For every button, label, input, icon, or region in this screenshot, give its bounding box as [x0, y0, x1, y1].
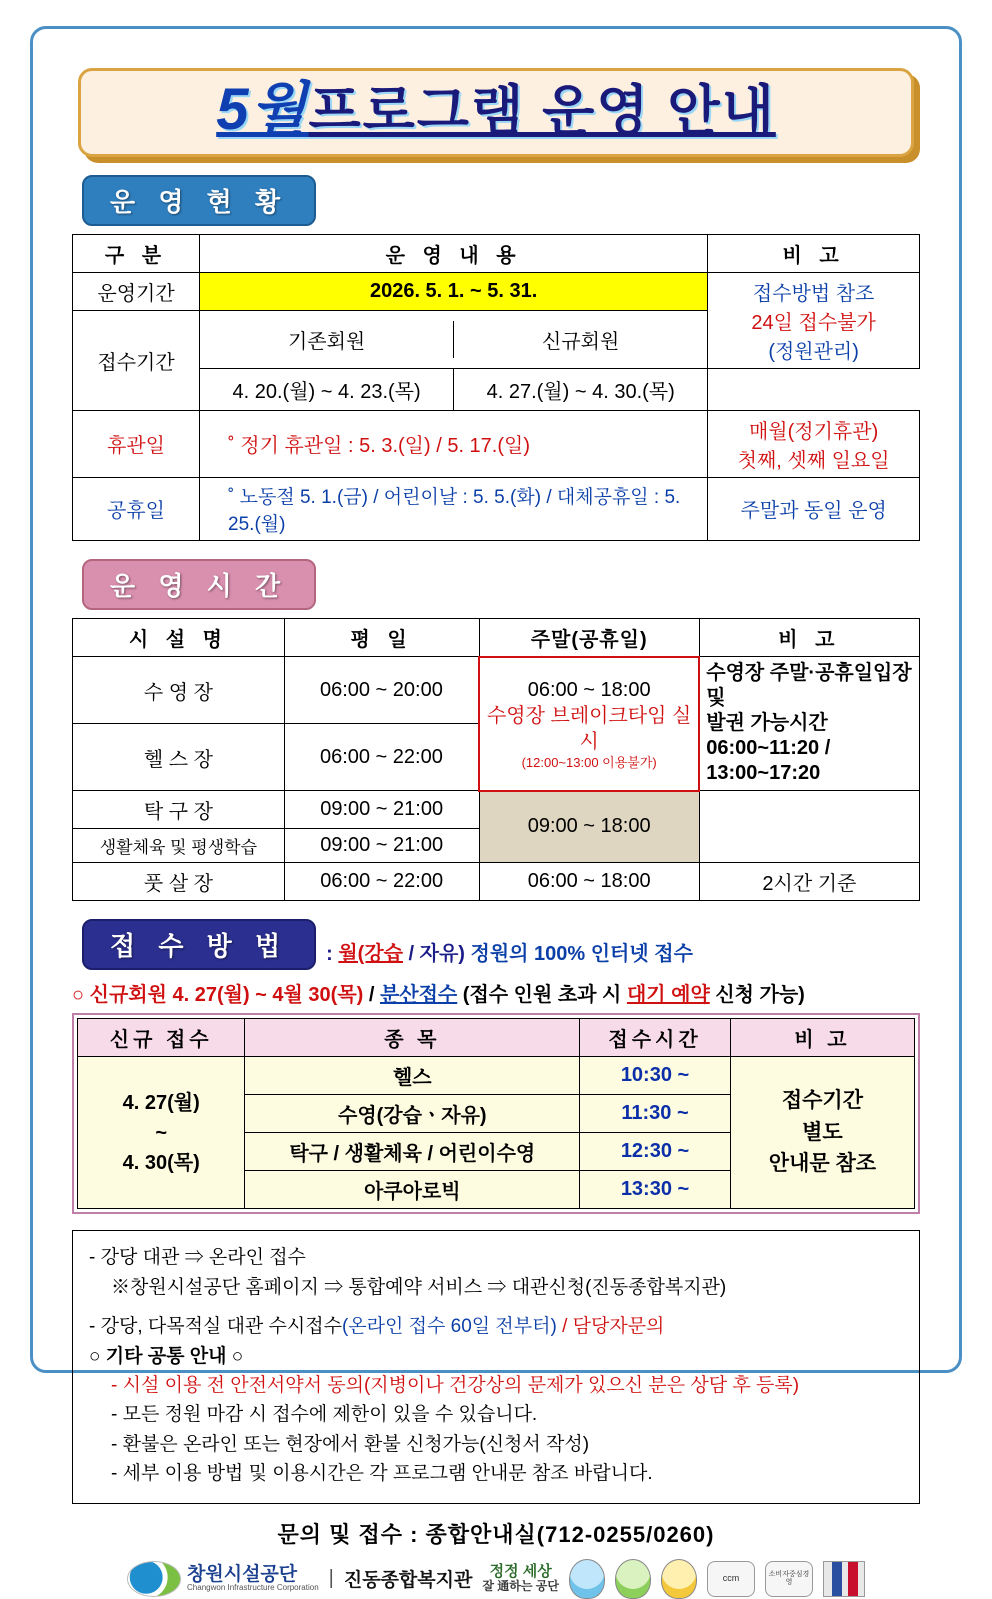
slogan-block — [482, 1564, 559, 1594]
row-value-period: 2026. 5. 1. ~ 5. 31. — [200, 272, 708, 310]
slogan-line2: 잘 通하는 공단 — [482, 1579, 559, 1594]
apply-remarks-line2: 별도 — [802, 1120, 843, 1144]
section-row-apply — [64, 901, 928, 978]
table-row-apply-values — [73, 368, 920, 410]
poster-content — [30, 28, 962, 1599]
table-row-pool — [73, 657, 920, 724]
apply-sub-new: 신규회원 — [542, 330, 620, 353]
consumer-badge — [765, 1561, 813, 1597]
facility-lifesports: 생활체육 및 평생학습 — [73, 829, 285, 863]
note-line1: 접수방법 참조 — [752, 282, 875, 305]
ccm-badge — [707, 1561, 755, 1597]
table-row-header — [73, 234, 920, 272]
status-col-remarks: 비 고 — [708, 234, 920, 272]
table-row-header — [73, 618, 920, 657]
notes-box — [72, 1230, 920, 1504]
apply-value-existing: 4. 20.(월) ~ 4. 23.(목) — [200, 369, 454, 410]
note-line-8: - 세부 이용 방법 및 이용시간은 각 프로그램 안내문 참조 바랍니다. — [111, 1463, 653, 1485]
facility-pool: 수 영 장 — [73, 657, 285, 724]
apply-col-time: 접수시간 — [580, 1019, 731, 1057]
apply-item-health: 헬스 — [245, 1057, 580, 1095]
hours-col-remarks: 비 고 — [699, 618, 919, 657]
apply-sep: / — [363, 984, 380, 1007]
note-line-5 — [89, 1371, 903, 1400]
apply-subnote-mid: / 자유) — [402, 943, 471, 966]
note-line-4: ○ 기타 공통 안내 ○ — [89, 1345, 244, 1367]
table-row-futsal — [73, 863, 920, 901]
apply-subheader-cell — [200, 310, 708, 368]
apply-table — [77, 1018, 915, 1209]
status-table — [72, 234, 920, 541]
apply-subnote-prefix: : — [326, 943, 339, 966]
org-name-en: Changwon Infrastructure Corporation — [187, 1583, 319, 1593]
apply-waitlist: 대기 예약 — [626, 984, 710, 1007]
contact-line: 문의 및 접수 : 종합안내실(712-0255/0260) — [277, 1521, 715, 1547]
pool-weekend-line2: 수영장 브레이크타임 실시 — [486, 704, 692, 753]
lifesports-weekday: 09:00 ~ 21:00 — [284, 829, 479, 863]
apply-col-new: 신규 접수 — [78, 1019, 245, 1057]
poster-title-box — [78, 68, 914, 157]
consumer-badge-label: 소비자중심경영 — [768, 1571, 810, 1586]
apply-new-period: 신규회원 4. 27(월) ~ 4월 30(목) — [89, 984, 364, 1007]
table-row-health — [78, 1057, 915, 1095]
apply-date-range — [78, 1057, 245, 1209]
note-3a: - 강당, 다목적실 대관 수시접수 — [89, 1316, 342, 1338]
facility-gym: 헬 스 장 — [73, 724, 285, 791]
slogan-line1: 정정 세상 — [489, 1562, 552, 1580]
gym-weekday: 06:00 ~ 22:00 — [284, 724, 479, 791]
note-line3: (정원관리) — [768, 340, 859, 363]
logo-divider: | — [328, 1567, 334, 1590]
pool-weekday: 06:00 ~ 20:00 — [284, 657, 479, 724]
apply-date-line3: 4. 30(목) — [122, 1151, 200, 1174]
row-label-holiday: 공휴일 — [73, 477, 200, 540]
apply-time-aqua: 13:30 ~ — [580, 1171, 731, 1209]
note-5a: - 시설 이용 전 안전서약서 동의 — [111, 1374, 364, 1396]
futsal-weekday: 06:00 ~ 22:00 — [284, 863, 479, 901]
hours-col-weekend: 주말(공휴일) — [479, 618, 699, 657]
pool-remark-line3: 06:00~11:20 / 13:00~17:20 — [706, 737, 831, 785]
apply-col-item: 종 목 — [245, 1019, 580, 1057]
note-3b: (온라인 접수 60일 전부터) — [341, 1316, 557, 1338]
table-row-closed — [73, 410, 920, 477]
note-line2: 24일 접수불가 — [751, 311, 876, 334]
tabletennis-weekday: 09:00 ~ 21:00 — [284, 791, 479, 829]
table-row-period — [73, 272, 920, 310]
section-header-apply: 접 수 방 법 — [82, 919, 316, 970]
footer-logos — [64, 1559, 928, 1599]
flag-icon — [823, 1561, 865, 1597]
note-line-6: - 모든 정원 마감 시 접수에 제한이 있을 수 있습니다. — [111, 1404, 538, 1426]
apply-values-cell — [200, 368, 708, 410]
facility-futsal: 풋 살 장 — [73, 863, 285, 901]
table-row-header — [78, 1019, 915, 1057]
apply-subnote-blue: 정원의 100% 인터넷 접수 — [470, 943, 693, 966]
apply-item-aqua: 아쿠아로빅 — [245, 1171, 580, 1209]
note-3c: / — [556, 1316, 573, 1338]
apply-table-wrapper — [72, 1013, 920, 1214]
row-note-holiday: 주말과 동일 운영 — [708, 477, 920, 540]
apply-circle: ○ — [72, 984, 85, 1007]
pool-remark-line2: 발권 가능시간 — [706, 712, 828, 735]
note-spacer — [89, 1302, 903, 1312]
note-line-2: ※창원시설공단 홈페이지 ⇒ 통합예약 서비스 ⇒ 대관신청(진동종합복지관) — [111, 1276, 727, 1298]
row-value-holiday: ˚ 노동절 5. 1.(금) / 어린이날 : 5. 5.(화) / 대체공휴일 : 5. 25.(월) — [200, 477, 708, 540]
note-line-1: - 강당 대관 ⇒ 온라인 접수 — [89, 1247, 306, 1269]
apply-sub-existing: 기존회원 — [200, 321, 454, 358]
apply-remarks — [730, 1057, 914, 1209]
row-label-closed: 휴관일 — [73, 410, 200, 477]
closed-note-line2: 첫째, 셋째 일요일 — [737, 449, 890, 472]
pool-remarks — [699, 657, 919, 791]
row-note-closed — [708, 410, 920, 477]
note-3d: 담당자문의 — [572, 1316, 665, 1338]
closed-note-line1: 매월(정기휴관) — [748, 420, 879, 443]
status-col-content: 운 영 내 용 — [200, 234, 708, 272]
note-line-7: - 환불은 온라인 또는 현장에서 환불 신청가능(신청서 작성) — [111, 1433, 590, 1455]
ccm-badge-label: ccm — [722, 1572, 740, 1583]
pool-remark-line1: 수영장 주말·공휴일입장 및 — [706, 662, 912, 710]
note-line-3 — [89, 1312, 903, 1341]
pool-weekend-line3: (12:00~13:00 이용불가) — [521, 754, 657, 770]
row-value-closed: ˚ 정기 휴관일 : 5. 3.(일) / 5. 17.(일) — [200, 410, 708, 477]
apply-remarks-line1: 접수기간 — [781, 1089, 863, 1113]
apply-black1: (접수 인원 초과 시 — [457, 984, 627, 1007]
apply-black2: 신청 가능) — [709, 984, 805, 1007]
hours-table — [72, 618, 920, 902]
org-logo — [127, 1561, 319, 1597]
section-header-status: 운 영 현 황 — [82, 175, 316, 226]
apply-remarks-line3: 안내문 참조 — [768, 1152, 877, 1176]
facility-tabletennis: 탁 구 장 — [73, 791, 285, 829]
mascot-icon-1 — [569, 1559, 605, 1599]
pool-weekend-line1: 06:00 ~ 18:00 — [527, 678, 651, 701]
swirl-icon — [127, 1561, 181, 1597]
hours-col-weekday: 평 일 — [284, 618, 479, 657]
title-month: 5월 — [216, 77, 309, 142]
status-col-division: 구 분 — [73, 234, 200, 272]
branch-name: 진동종합복지관 — [343, 1570, 473, 1592]
pool-weekend-hours — [479, 657, 699, 791]
org-name: 창원시설공단 — [187, 1563, 298, 1585]
title-rest: 프로그램 운영 안내 — [308, 81, 776, 141]
note-5b: (지병이나 건강상의 문제가 있으신 분은 상담 후 등록) — [363, 1374, 800, 1396]
table-row-holiday — [73, 477, 920, 540]
apply-col-remarks: 비 고 — [730, 1019, 914, 1057]
mascot-icon-2 — [615, 1559, 651, 1599]
apply-date-line1: 4. 27(월) — [122, 1091, 200, 1114]
apply-date-line2: ~ — [155, 1121, 168, 1144]
row-note-apply — [708, 272, 920, 368]
org-name-block — [187, 1565, 319, 1593]
apply-item-tabletennis: 탁구 / 생활체육 / 어린이수영 — [245, 1133, 580, 1171]
apply-time-tabletennis: 12:30 ~ — [580, 1133, 731, 1171]
mascot-icon-3 — [661, 1559, 697, 1599]
apply-time-swim: 11:30 ~ — [580, 1095, 731, 1133]
section-header-hours: 운 영 시 간 — [82, 559, 316, 610]
apply-subnote-red: 월(강습 — [338, 943, 403, 966]
row-label-apply-period: 접수기간 — [73, 310, 200, 410]
tabletennis-weekend: 09:00 ~ 18:00 — [479, 791, 699, 863]
apply-value-new: 4. 27.(월) ~ 4. 30.(목) — [486, 380, 675, 403]
table-row-tabletennis — [73, 791, 920, 829]
page-title — [81, 77, 911, 144]
row-label-period: 운영기간 — [73, 272, 200, 310]
futsal-remarks: 2시간 기준 — [699, 863, 919, 901]
apply-item-swim: 수영(강습ㆍ자유) — [245, 1095, 580, 1133]
hours-col-facility: 시 설 명 — [73, 618, 285, 657]
apply-time-health: 10:30 ~ — [580, 1057, 731, 1095]
apply-distributed: 분산접수 — [379, 984, 458, 1007]
tabletennis-remarks — [699, 791, 919, 863]
futsal-weekend: 06:00 ~ 18:00 — [479, 863, 699, 901]
apply-subnote — [326, 937, 693, 966]
apply-detail-line — [72, 978, 920, 1007]
